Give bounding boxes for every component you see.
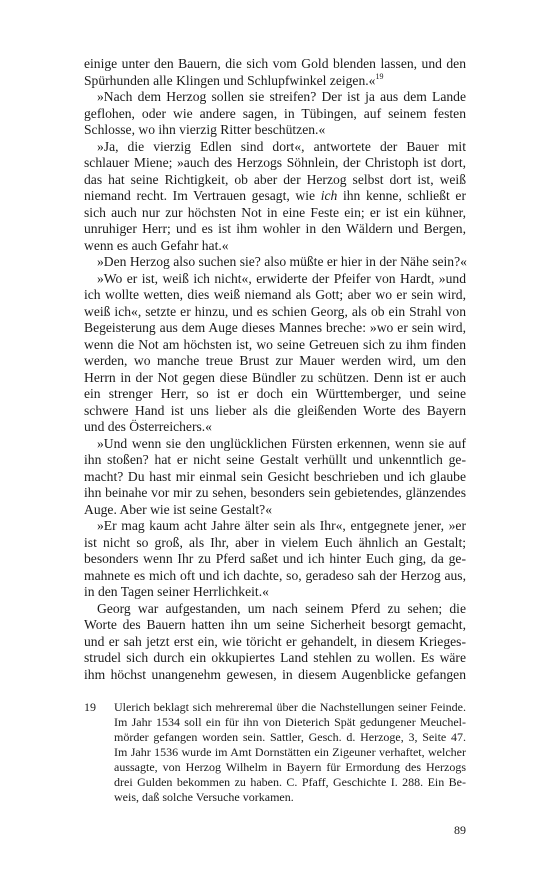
text-line-content: Georg war aufgestanden, um nach seinem Pferd zu sehen; die [97, 600, 466, 616]
text-line [84, 205, 466, 222]
footnote-body [114, 700, 466, 805]
text-line [84, 634, 466, 651]
text-line [84, 287, 466, 304]
text-line [84, 617, 466, 634]
text-line [84, 584, 466, 601]
text-line [84, 452, 466, 469]
text-line-content: und des Österreichers.« [84, 419, 212, 434]
text-line [84, 271, 466, 288]
text-line [84, 650, 466, 667]
text-line-content: Worte des Bauern hatten ihn um seine Sicherheit besorgt gemacht, [84, 617, 466, 632]
text-line-content: »Wo er ist, weiß ich nicht«, erwiderte der Pfeifer von Hardt, »und [97, 270, 466, 286]
text-line [84, 139, 466, 156]
text-line-content: besonders wenn Ihr zu Pferd saßet und ich hinter Euch ging, da ge- [84, 551, 466, 566]
text-line [84, 188, 466, 205]
text-line-content: schwere Hand ist uns lieber als die gleißenden Worte des Bayern [84, 402, 466, 418]
text-line [84, 221, 466, 238]
body-text [84, 56, 466, 683]
footnote-line: drei Gulden bekommen zu haben. C. Pfaff, Geschichte I. 288. Ein Be- [114, 775, 466, 789]
text-line-content: das hat seine Richtigkeit, ob aber der Herzog selbst dort ist, weiß [84, 171, 466, 187]
text-line-content: werden, wo manche treue Brust zur Mauer werden wird, um den [84, 353, 466, 368]
text-line [84, 238, 466, 255]
text-line-content: niemand recht. Im Vertrauen gesagt, wie ich ihn kenne, schließt er [84, 188, 466, 203]
text-line [84, 469, 466, 486]
text-line [84, 56, 466, 73]
text-line [84, 337, 466, 354]
text-line-content: ihn stoßen? hat er nicht seine Gestalt verhüllt und unkenntlich ge- [84, 452, 466, 467]
text-line-content: unruhiger Herr; und es ist ihm wohler in den Wäldern und Bergen, [84, 221, 466, 236]
footnote-line: aussagte, von Herzog Wilhelm in Bayern für Ermordung des Herzogs [114, 760, 466, 774]
text-line [84, 89, 466, 106]
text-line [84, 353, 466, 370]
text-line-content: weiß ich«, setzte er hinzu, und es schien Georg, als ob ein Strahl von [84, 303, 466, 319]
text-line-content: »Er mag kaum acht Jahre älter sein als Ihr«, entgegnete jener, »er [97, 518, 466, 533]
footnote-line: weis, daß solche Versuche vorkamen. [114, 790, 294, 804]
text-line-content: strudel sich durch ein okkupiertes Land stehlen zu wollen. Es wäre [84, 650, 466, 665]
text-line-content: und er sah jetzt erst ein, wie töricht er gehandelt, in diesem Krieges- [84, 633, 466, 649]
text-line-content: Begeisterung aus dem Auge dieses Mannes breche: »wo er sein wird, [84, 320, 466, 335]
footnote-line: mörder gefangen worden sein. Sattler, Gesch. d. Herzoge, 3, Seite 47. [114, 730, 466, 744]
footnote-line: Im Jahr 1536 wurde im Amt Dornstätten ein Zigeuner verhaftet, welcher [114, 745, 466, 759]
text-line [84, 304, 466, 321]
text-line [84, 568, 466, 585]
text-line-content: »Ja, die vierzig Edlen sind dort«, antwortete der Bauer mit [97, 138, 466, 154]
text-line [84, 518, 466, 535]
text-line [84, 436, 466, 453]
footnote-line: Im Jahr 1534 soll ein für ihn von Dieterich Spät gedungener Meuchel- [114, 715, 466, 729]
text-line-content: Auge. Aber wie ist seine Gestalt?« [84, 501, 272, 517]
text-line-content: wenn es auch Gefahr hat.« [84, 237, 229, 253]
text-line-content: in den Tagen seiner Herrlichkeit.« [84, 584, 269, 599]
text-line [84, 601, 466, 618]
text-line-content: macht? Du hast mir einmal sein Gesicht beschrieben und ich glaube [84, 468, 466, 484]
text-line-content: wenn die Not am höchsten ist, wo seine Getreuen sich zu ihm finden [84, 336, 466, 352]
text-line [84, 386, 466, 403]
footnote-line: Ulerich beklagt sich mehreremal über die Nachstellungen seiner Feinde. [114, 700, 466, 714]
text-line-content: ein strenger Herr, so ist er doch ein Württemberger, und seine [84, 386, 466, 401]
text-line [84, 403, 466, 420]
text-line [84, 419, 466, 436]
text-line-content: »Nach dem Herzog sollen sie streifen? Der ist ja aus dem Lande [97, 89, 466, 104]
text-line [84, 485, 466, 502]
text-line [84, 370, 466, 387]
text-line [84, 320, 466, 337]
text-line-content: Schlosse, wo ihn vierzig Ritter beschützen.« [84, 122, 326, 137]
text-line [84, 667, 466, 684]
text-line-content: einige unter den Bauern, die sich vom Gold blenden lassen, und den [84, 56, 466, 71]
footnote-reference: 19 [375, 71, 384, 81]
text-line-content: Spürhunden alle Klingen und Schlupfwinkel zeigen.« [84, 72, 376, 88]
text-line-content: geflohen, oder wie andere sagen, in Tübingen, auf seinem festen [84, 105, 466, 121]
text-line [84, 551, 466, 568]
text-line-content: schlauer Miene; »auch des Herzogs Söhnlein, der Christoph ist dort, [84, 155, 466, 170]
page-number: 89 [454, 823, 466, 837]
text-line-content: ihm höchst unangenehm gewesen, in diesem Augenblicke gefangen [84, 666, 466, 682]
text-line [84, 172, 466, 189]
text-line [84, 254, 466, 271]
footnote-number: 19 [84, 700, 96, 714]
text-line [84, 106, 466, 123]
text-line [84, 155, 466, 172]
emphasis: ich [320, 188, 338, 203]
text-line-content: ich wollte wetten, dies weiß niemand als Gott; aber wo er sein wird, [84, 287, 466, 302]
text-line-content: »Den Herzog also suchen sie? also müßte er hier in der Nähe sein?« [97, 254, 467, 269]
text-line [84, 535, 466, 552]
text-line-content: mahnete es mich oft und ich dachte, so, geradeso sah der Herzog aus, [84, 567, 466, 583]
text-line [84, 502, 466, 519]
text-line-content: ist nicht so groß, als Ihr, aber in vielem Euch ähnlich an Gestalt; [84, 534, 466, 550]
text-line [84, 122, 466, 139]
text-line [84, 73, 466, 90]
text-line-content: ihn beinahe vor mir zu sehen, besonders sein gebietendes, glänzendes [84, 485, 466, 500]
text-line-content: Herrn in der Not gegen diese Bündler zu schützen. Denn ist er auch [84, 369, 466, 385]
text-line-content: »Und wenn sie den unglücklichen Fürsten erkennen, wenn sie auf [97, 435, 466, 451]
text-line-content: sich auch nur zur höchsten Not in eine Feste ein; er ist ein kühner, [84, 204, 466, 220]
